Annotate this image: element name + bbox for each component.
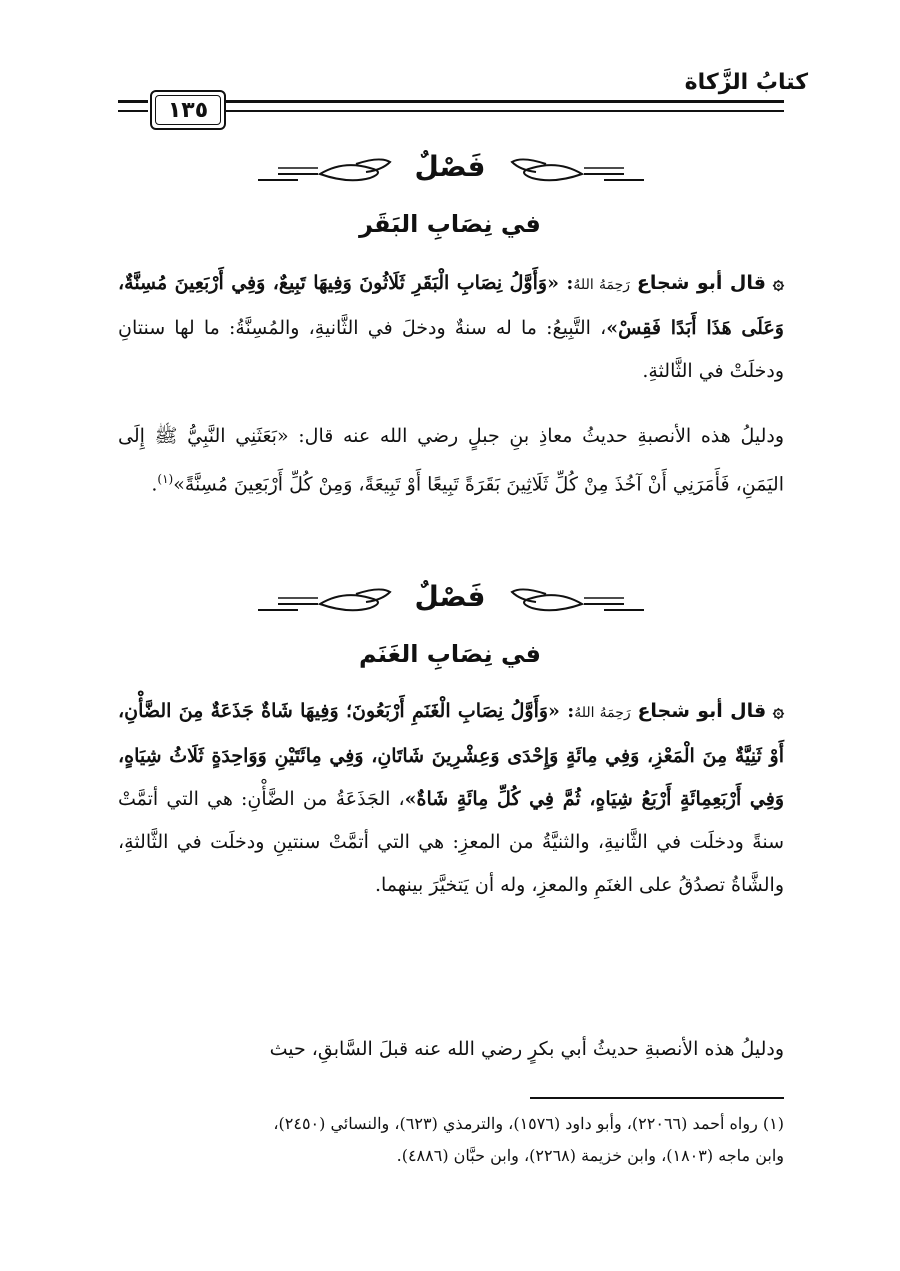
section-heading-2-word: فَصْلٌ	[414, 580, 486, 613]
hadith-text: ودليلُ هذه الأنصبةِ حديثُ معاذِ بنِ جبلٍ رضي الله عنه قال: «بَعَثَنِي النَّبِيُّ ﷺ إِلَى اليَمَنِ، فَأَمَرَنِي أَنْ آخُذَ مِنْ كُلِّ ثَلَاثِينَ بَقَرَةً تَبِيعًا أَوْ تَبِيعَةً، وَمِنْ كُلِّ أَرْبَعِينَ مُسِنَّةً»	[118, 425, 784, 496]
commentary: ، التَّبِيعُ: ما له سنةٌ ودخلَ في الثَّانيةِ، والمُسِنَّةُ: ما لها سنتانِ ودخلَتْ في الثَّالثةِ.	[118, 317, 784, 382]
honorific: رَحِمَهُ اللهُ	[574, 705, 631, 721]
footnote-rule	[530, 1097, 784, 1099]
paragraph-2-2	[118, 1028, 784, 1071]
paragraph-1-2	[118, 415, 784, 506]
speaker-name: قال أبو شجاع	[636, 272, 766, 294]
running-header-title: كتابُ الزَّكاة	[684, 70, 808, 95]
header-rule-left-bottom	[118, 110, 148, 112]
section-heading-1-word: فَصْلٌ	[414, 150, 486, 183]
paragraph-2-1	[118, 690, 784, 907]
section-heading-2	[0, 580, 900, 624]
speaker-name: قال أبو شجاع	[637, 700, 767, 722]
footnote-line-1: (١) رواه أحمد (٢٢٠٦٦)، وأبو داود (١٥٧٦)، والترمذي (٦٢٣)، والنسائي (٢٤٥٠)،	[273, 1114, 784, 1133]
hadith-text: ودليلُ هذه الأنصبةِ حديثُ أبي بكرٍ رضي الله عنه قبلَ السَّابقِ، حيث	[269, 1038, 784, 1060]
commentary: ، الجَذَعَةُ من الضَّأْنِ: هي التي أتمَّتْ سنةً ودخلَت في الثَّانيةِ، والثنيَّةُ من المعزِ: هي التي أتمَّتْ سنتينِ ودخلَت في الثَّالثةِ، والشَّاةُ تصدُقُ على الغنَمِ والمعزِ، وله أن يَتخيَّرَ بينهما.	[118, 788, 784, 896]
header-rule-right-top	[226, 100, 784, 103]
section-heading-1	[0, 150, 900, 194]
footnote-line-2: وابن ماجه (١٨٠٣)، وابن خزيمة (٢٢٦٨)، وابن حبَّان (٤٨٨٦).	[396, 1146, 784, 1165]
paragraph-1-1	[118, 262, 784, 393]
header-rule-left-top	[118, 100, 148, 103]
section-subheading-2: في نِصَابِ الغَنَم	[359, 640, 541, 668]
page-number: ١٣٥	[167, 97, 209, 123]
period: .	[151, 473, 158, 496]
paragraph-marker: ۞	[772, 272, 784, 294]
footnote-ref: (١)	[157, 472, 174, 486]
ornament-right-icon	[504, 584, 644, 620]
matn-quote: : «وَأَوَّلُ نِصَابِ الْغَنَمِ أَرْبَعُونَ؛ وَفِيهَا شَاةٌ جَذَعَةٌ مِنَ الضَّأْنِ، أَوْ ثَنِيَّةٌ مِنَ الْمَعْزِ، وَفِي مِائَةٍ وَإِحْدَى وَعِشْرِينَ شَاتَانِ، وَفِي مِائَتَيْنِ وَوَاحِدَةٍ ثَلَاثُ شِيَاهٍ، وَفِي أَرْبَعِمِائَةٍ أَرْبَعُ شِيَاهٍ، ثُمَّ فِي كُلِّ مِائَةٍ شَاةٌ»	[118, 700, 784, 810]
honorific: رَحِمَهُ اللهُ	[573, 277, 631, 293]
paragraph-marker: ۞	[772, 700, 785, 722]
ornament-right-icon	[504, 154, 644, 190]
section-subheading-1: في نِصَابِ البَقَر	[359, 210, 541, 238]
page-number-badge	[150, 90, 226, 130]
footnote	[118, 1108, 784, 1172]
matn-quote: : «وَأَوَّلُ نِصَابِ الْبَقَرِ ثَلَاثُونَ وَفِيهَا تَبِيعٌ، وَفِي أَرْبَعِينَ مُسِنَّةٌ، وَعَلَى هَذَا أَبَدًا فَقِسْ»	[118, 272, 784, 339]
header-rule-right-bottom	[226, 110, 784, 112]
